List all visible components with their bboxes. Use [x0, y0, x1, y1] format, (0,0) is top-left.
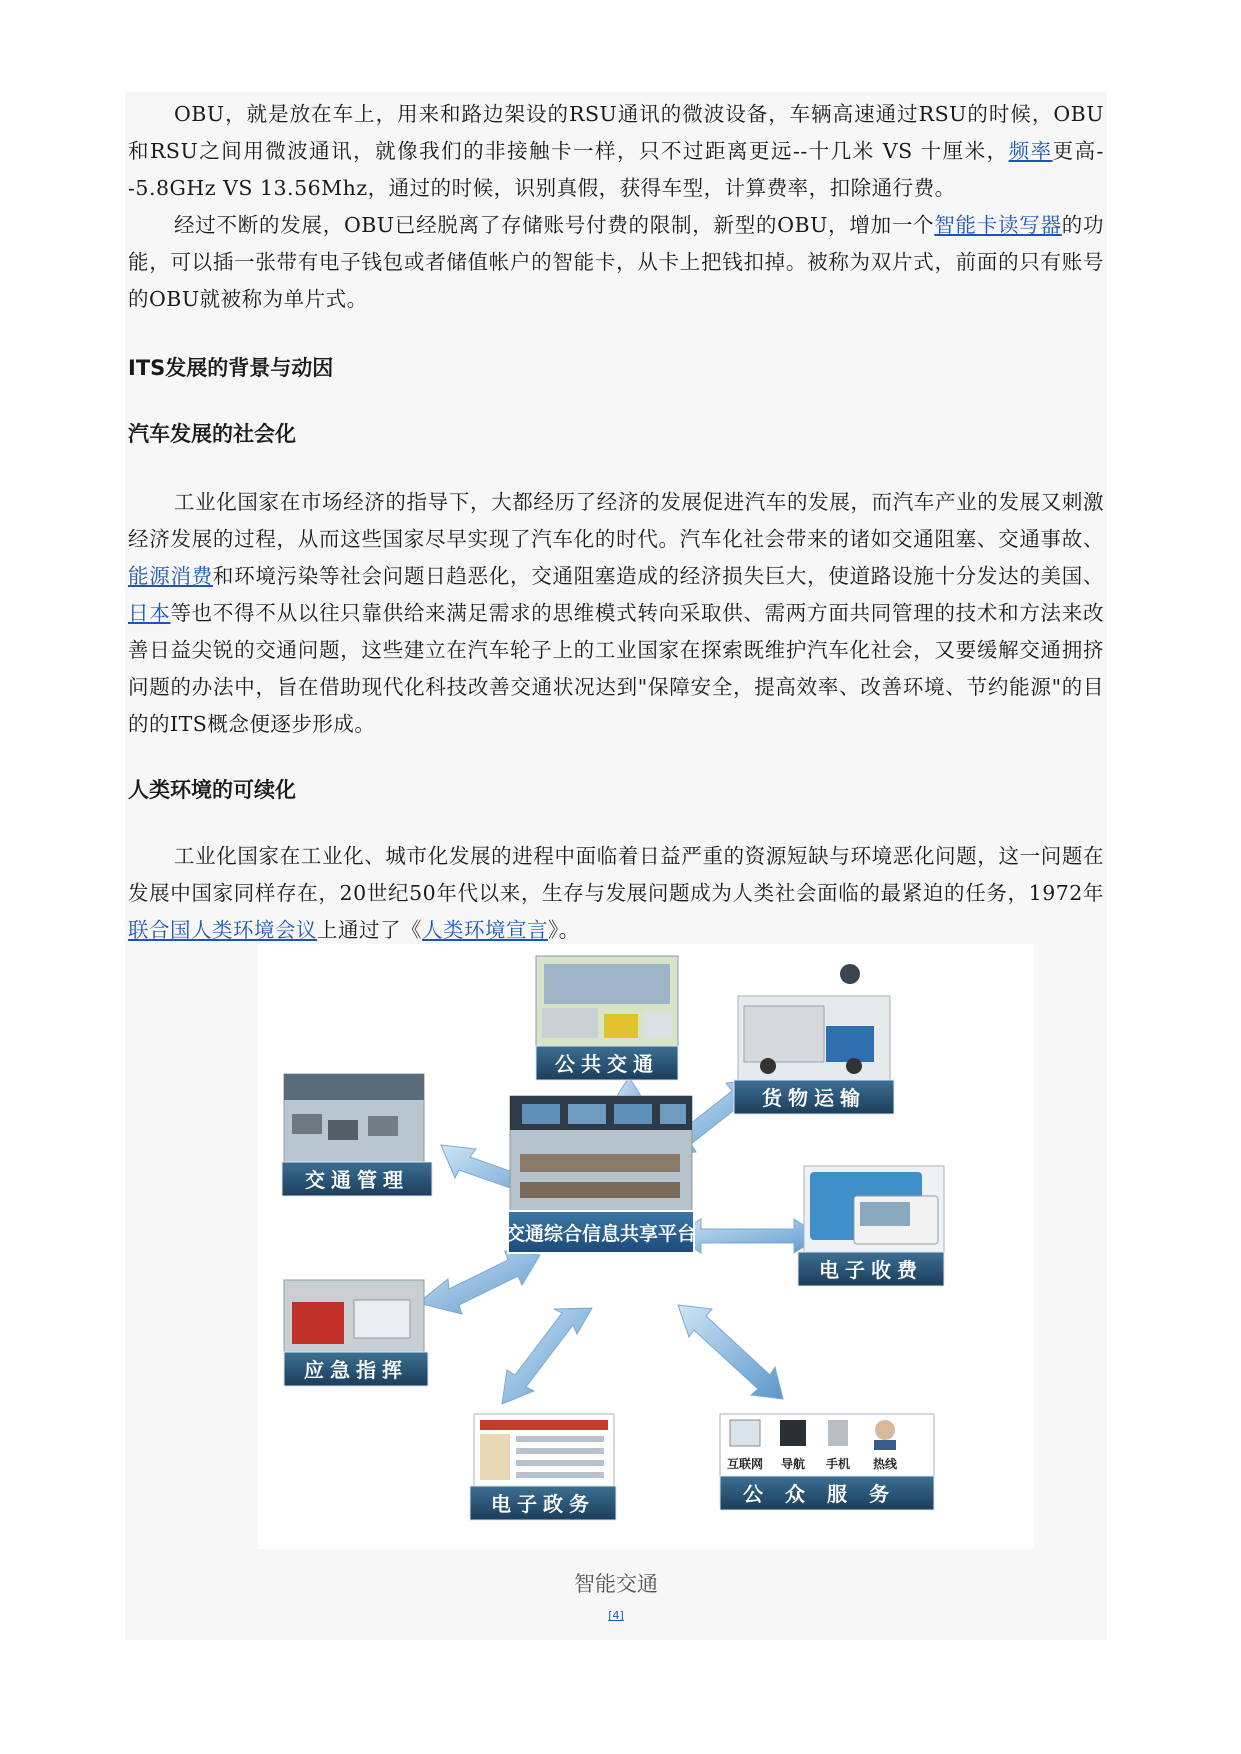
node-e-toll: [798, 1166, 944, 1286]
paragraph-car-society: 工业化国家在市场经济的指导下，大都经历了经济的发展促进汽车的发展，而汽车产业的发展又刺激经济发展的过程，从而这些国家尽早实现了汽车化的时代。汽车化社会带来的诸如交通阻塞、交通事故、能源消费和环境污染等社会问题日趋恶化，交通阻塞造成的经济损失巨大，使道路设施十分发达的美国、日本等也不得不从以往只靠供给来满足需求的思维模式转向采取供、需两方面共同管理的技术和方法来改善日益尖锐的交通问题，这些建立在汽车轮子上的工业国家在探索既维护汽车化社会，又要缓解交通拥挤问题的办法中，旨在借助现代化科技改善交通状况达到"保障安全，提高效率、改善环境、节约能源"的目的的ITS概念便逐步形成。: [128, 490, 1105, 736]
service-icon-hotline: 热线: [872, 1457, 898, 1471]
link-japan[interactable]: 日本: [128, 601, 171, 625]
heading-human-environment: 人类环境的可续化: [128, 778, 296, 802]
service-icon-navigation: 导航: [780, 1457, 806, 1471]
service-icon-internet: 互联网: [726, 1457, 764, 1471]
its-diagram: [258, 944, 1034, 1549]
node-traffic-mgmt: [282, 1074, 432, 1196]
node-public-service-label: 公众服务: [743, 1482, 911, 1506]
node-traffic-mgmt-label: 交通管理: [305, 1168, 409, 1192]
heading-car-socialization: 汽车发展的社会化: [128, 422, 296, 446]
node-public-transport-label: 公共交通: [555, 1052, 659, 1076]
link-smartcard-reader[interactable]: 智能卡读写器: [934, 213, 1062, 237]
node-public-service: [720, 1414, 934, 1510]
link-un-conference[interactable]: 联合国人类环境会议: [128, 918, 317, 942]
node-freight-label: 货物运输: [762, 1086, 866, 1110]
arrow-public-service: [678, 1305, 783, 1399]
paragraph-environment: 工业化国家在工业化、城市化发展的进程中面临着日益严重的资源短缺与环境恶化问题，这一问题在发展中国家同样存在，20世纪50年代以来，生存与发展问题成为人类社会面临的最紧迫的任务，1972年联合国人类环境会议上通过了《人类环境宣言》。: [128, 844, 1104, 942]
center-platform-label: 交通综合信息共享平台: [505, 1223, 697, 1245]
node-e-gov: [470, 1414, 616, 1520]
its-diagram-svg: [258, 944, 1034, 1549]
arrow-e-gov: [502, 1308, 592, 1404]
node-emergency-label: 应急指挥: [304, 1358, 408, 1382]
arrow-emergency: [418, 1251, 540, 1314]
node-public-transport: [536, 956, 678, 1080]
figure-caption: 智能交通: [574, 1572, 658, 1596]
node-e-toll-label: 电子收费: [819, 1258, 923, 1282]
link-frequency[interactable]: 频率: [1008, 139, 1053, 163]
service-icon-mobile: 手机: [825, 1457, 851, 1471]
node-freight: [734, 964, 894, 1114]
link-declaration[interactable]: 人类环境宣言: [422, 918, 548, 942]
center-platform: [506, 1096, 696, 1253]
arrow-e-toll: [674, 1219, 821, 1253]
figure-reference[interactable]: [125, 1609, 1107, 1622]
heading-its-background: ITS发展的背景与动因: [128, 356, 334, 380]
node-emergency: [284, 1280, 428, 1386]
node-e-gov-label: 电子政务: [491, 1492, 595, 1516]
link-energy-consumption[interactable]: 能源消费: [128, 564, 213, 588]
reference-link[interactable]: [4]: [608, 1609, 624, 1622]
paragraph-obu-dual: 经过不断的发展，OBU已经脱离了存储账号付费的限制，新型的OBU，增加一个智能卡读写器的功能，可以插一张带有电子钱包或者储值帐户的智能卡，从卡上把钱扣掉。被称为双片式，前面的只有账号的OBU就被称为单片式。: [128, 213, 1105, 311]
paragraph-obu: OBU，就是放在车上，用来和路边架设的RSU通讯的微波设备，车辆高速通过RSU的时候，OBU和RSU之间用微波通讯，就像我们的非接触卡一样，只不过距离更远--十几米 VS 十厘米，频率更高--5.8GHz VS 13.56Mhz，通过的时候，识别真假，获得车型，计算费率，扣除通行费。: [128, 102, 1104, 200]
